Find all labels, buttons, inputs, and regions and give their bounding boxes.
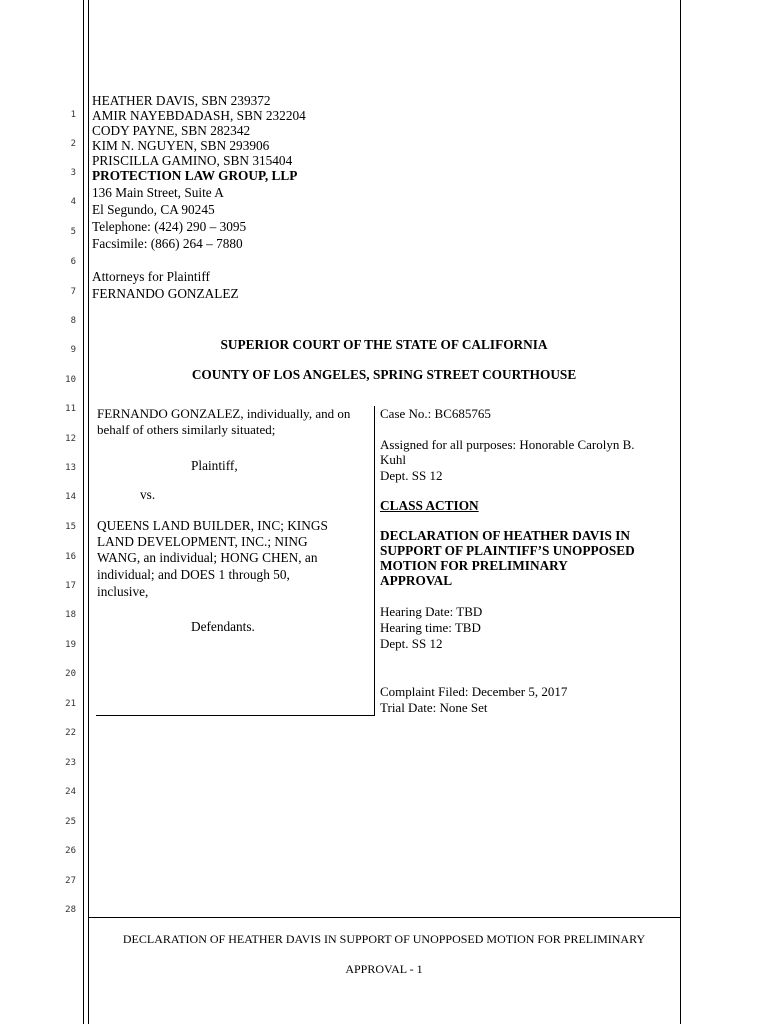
assigned-judge-cont: Kuhl	[380, 452, 406, 467]
footer-title: DECLARATION OF HEATHER DAVIS IN SUPPORT OF UNOPPOSED MOTION FOR PRELIMINARY	[122, 932, 646, 946]
attorney-line: AMIR NAYEBDADASH, SBN 232204	[92, 108, 306, 123]
footer-rule	[88, 917, 680, 918]
line-number: 11	[65, 404, 76, 414]
plaintiff-line: FERNANDO GONZALEZ, individually, and on	[97, 406, 351, 421]
caption-divider-rule	[374, 406, 375, 716]
line-number: 18	[65, 610, 76, 620]
attorney-line: PRISCILLA GAMINO, SBN 315404	[92, 153, 293, 168]
line-number: 28	[65, 905, 76, 915]
line-number: 2	[70, 139, 76, 149]
class-action-label: CLASS ACTION	[380, 498, 479, 513]
line-number: 15	[65, 522, 76, 532]
line-number: 21	[65, 699, 76, 709]
line-number: 17	[65, 581, 76, 591]
line-number: 8	[70, 316, 76, 326]
line-number: 14	[65, 492, 76, 502]
document-title-line: APPROVAL	[380, 573, 453, 588]
case-number: Case No.: BC685765	[380, 406, 491, 421]
plaintiff-label: Plaintiff,	[191, 458, 238, 473]
trial-date: Trial Date: None Set	[380, 700, 488, 715]
defendant-line: inclusive,	[97, 584, 149, 599]
right-margin-rule	[680, 0, 681, 1024]
line-number: 26	[65, 846, 76, 856]
hearing-time: Hearing time: TBD	[380, 620, 481, 635]
line-number: 12	[65, 434, 76, 444]
defendant-label: Defendants.	[191, 619, 255, 634]
document-title-line: MOTION FOR PRELIMINARY	[380, 558, 568, 573]
line-number: 27	[65, 876, 76, 886]
hearing-dept: Dept. SS 12	[380, 636, 443, 651]
firm-telephone: Telephone: (424) 290 – 3095	[92, 219, 247, 234]
assigned-dept: Dept. SS 12	[380, 468, 443, 483]
complaint-filed: Complaint Filed: December 5, 2017	[380, 684, 568, 699]
line-number: 16	[65, 552, 76, 562]
court-county: COUNTY OF LOS ANGELES, SPRING STREET COURTHOUSE	[191, 367, 577, 382]
line-number: 7	[70, 287, 76, 297]
attorney-line: CODY PAYNE, SBN 282342	[92, 123, 251, 138]
firm-facsimile: Facsimile: (866) 264 – 7880	[92, 236, 243, 251]
plaintiff-line: behalf of others similarly situated;	[97, 422, 276, 437]
line-number: 10	[65, 375, 76, 385]
line-number: 6	[70, 257, 76, 267]
attorney-line: HEATHER DAVIS, SBN 239372	[92, 93, 271, 108]
line-number: 22	[65, 728, 76, 738]
line-number: 4	[70, 197, 76, 207]
defendant-line: individual; and DOES 1 through 50,	[97, 567, 290, 582]
defendant-line: LAND DEVELOPMENT, INC.; NING	[97, 534, 308, 549]
attorneys-for-name: FERNANDO GONZALEZ	[92, 286, 239, 301]
left-margin-rule-inner	[88, 0, 89, 1024]
defendant-line: WANG, an individual; HONG CHEN, an	[97, 550, 318, 565]
hearing-date: Hearing Date: TBD	[380, 604, 483, 619]
left-margin-rule	[83, 0, 84, 1024]
document-title-line: SUPPORT OF PLAINTIFF’S UNOPPOSED	[380, 543, 635, 558]
line-number: 20	[65, 669, 76, 679]
line-number: 9	[70, 345, 76, 355]
footer-page-number: APPROVAL - 1	[345, 962, 423, 976]
line-number: 13	[65, 463, 76, 473]
line-number: 1	[70, 110, 76, 120]
defendant-line: QUEENS LAND BUILDER, INC; KINGS	[97, 518, 328, 533]
versus-label: vs.	[140, 487, 156, 502]
caption-bottom-rule	[96, 715, 374, 716]
line-number: 5	[70, 227, 76, 237]
firm-address-line: 136 Main Street, Suite A	[92, 185, 224, 200]
court-name: SUPERIOR COURT OF THE STATE OF CALIFORNIA	[220, 337, 548, 352]
document-title-line: DECLARATION OF HEATHER DAVIS IN	[380, 528, 630, 543]
line-number: 23	[65, 758, 76, 768]
assigned-judge: Assigned for all purposes: Honorable Carolyn B.	[380, 437, 635, 452]
attorneys-for-label: Attorneys for Plaintiff	[92, 269, 210, 284]
law-firm-name: PROTECTION LAW GROUP, LLP	[92, 168, 298, 183]
attorney-line: KIM N. NGUYEN, SBN 293906	[92, 138, 270, 153]
line-number: 3	[70, 168, 76, 178]
line-number: 19	[65, 640, 76, 650]
firm-address-line: El Segundo, CA 90245	[92, 202, 215, 217]
line-number: 24	[65, 787, 76, 797]
line-number: 25	[65, 817, 76, 827]
